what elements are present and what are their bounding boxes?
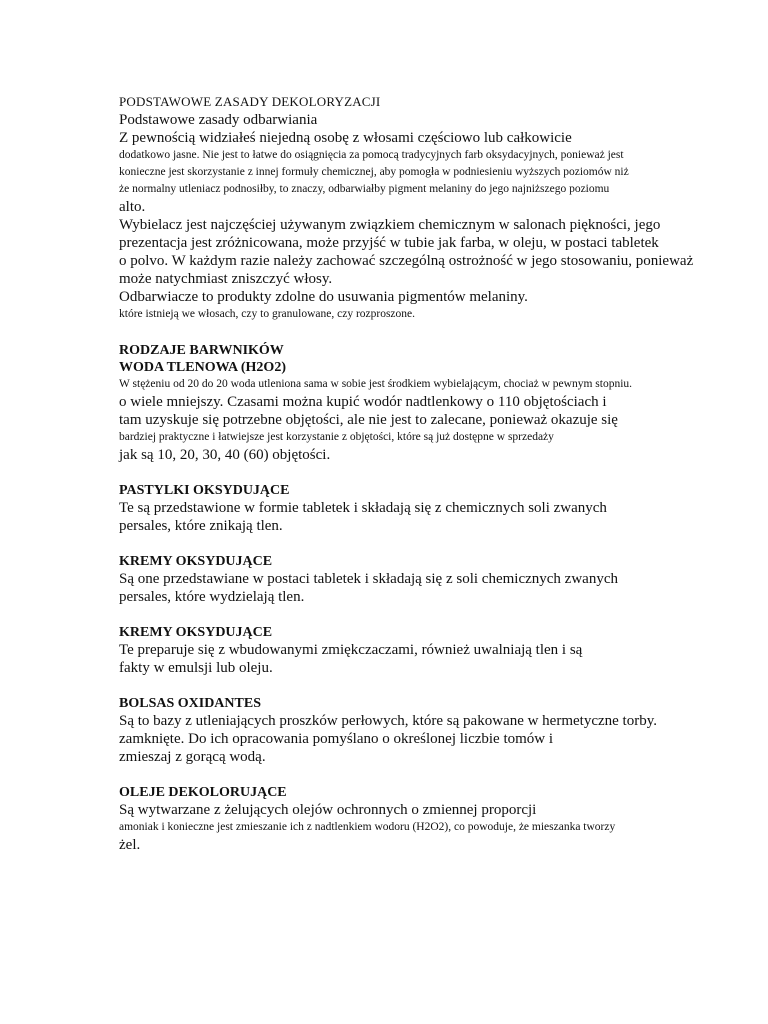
text-line: prezentacja jest zróżnicowana, może przyjść w tubie jak farba, w oleju, w postaci tabletek <box>119 235 659 251</box>
section-heading: PASTYLKI OKSYDUJĄCE <box>119 483 290 498</box>
text-line: Z pewnością widziałeś niejedną osobę z włosami częściowo lub całkowicie <box>119 130 572 146</box>
section-subheading: WODA TLENOWA (H2O2) <box>119 360 286 375</box>
text-line: persales, które wydzielają tlen. <box>119 589 305 605</box>
section-creams-1 <box>119 553 734 606</box>
section-tablets <box>119 482 734 535</box>
text-line: bardziej praktyczne i łatwiejsze jest korzystanie z objętości, które są już dostępne w sprzedaży <box>119 431 554 443</box>
document-subtitle: Podstawowe zasady odbarwiania <box>119 112 318 128</box>
text-line: Te są przedstawione w formie tabletek i składają się z chemicznych soli zwanych <box>119 500 607 516</box>
text-line: alto. <box>119 199 146 215</box>
text-line: Są wytwarzane z żelujących olejów ochronnych o zmiennej proporcji <box>119 802 537 818</box>
text-line: Odbarwiacze to produkty zdolne do usuwania pigmentów melaniny. <box>119 289 528 305</box>
text-line: dodatkowo jasne. Nie jest to łatwe do osiągnięcia za pomocą tradycyjnych farb oksydacyjnych, ponieważ jest <box>119 149 624 161</box>
section-oils <box>119 784 734 854</box>
text-line: fakty w emulsji lub oleju. <box>119 660 273 676</box>
text-line: jak są 10, 20, 30, 40 (60) objętości. <box>119 447 331 463</box>
text-line: zamknięte. Do ich opracowania pomyślano o określonej liczbie tomów i <box>119 731 554 747</box>
text-line: persales, które znikają tlen. <box>119 518 283 534</box>
section-heading: KREMY OKSYDUJĄCE <box>119 625 273 640</box>
text-line: amoniak i konieczne jest zmieszanie ich z nadtlenkiem wodoru (H2O2), co powoduje, że mieszanka tworzy <box>119 821 616 833</box>
section-types <box>119 342 734 464</box>
text-line: o wiele mniejszy. Czasami można kupić wodór nadtlenkowy o 110 objętościach i <box>119 394 607 410</box>
text-line: tam uzyskuje się potrzebne objętości, ale nie jest to zalecane, ponieważ okazuje się <box>119 412 618 428</box>
text-line: o polvo. W każdym razie należy zachować szczególną ostrożność w jego stosowaniu, ponieważ <box>119 253 694 269</box>
section-heading: OLEJE DEKOLORUJĄCE <box>119 785 287 800</box>
text-line: Są one przedstawiane w postaci tabletek i składają się z soli chemicznych zwanych <box>119 571 618 587</box>
section-bolsas <box>119 695 734 766</box>
text-line: zmieszaj z gorącą wodą. <box>119 749 266 765</box>
text-line: Wybielacz jest najczęściej używanym związkiem chemicznym w salonach piękności, jego <box>119 217 661 233</box>
document-page <box>119 93 734 854</box>
text-line: konieczne jest skorzystanie z innej formuły chemicznej, aby pomogła w podniesieniu wyższych poziomów niż <box>119 166 629 178</box>
section-heading: BOLSAS OXIDANTES <box>119 696 261 711</box>
section-heading: RODZAJE BARWNIKÓW <box>119 343 284 358</box>
document-title: PODSTAWOWE ZASADY DEKOLORYZACJI <box>119 94 381 109</box>
text-line: Są to bazy z utleniających proszków perłowych, które są pakowane w hermetyczne torby. <box>119 713 657 729</box>
text-line: które istnieją we włosach, czy to granulowane, czy rozproszone. <box>119 308 416 320</box>
section-creams-2 <box>119 624 734 677</box>
text-line: żel. <box>119 837 141 853</box>
text-line: Te preparuje się z wbudowanymi zmiękczaczami, również uwalniają tlen i są <box>119 642 583 658</box>
text-line: W stężeniu od 20 do 20 woda utleniona sama w sobie jest środkiem wybielającym, chociaż w pewnym stopniu. <box>119 378 633 390</box>
text-line: może natychmiast zniszczyć włosy. <box>119 271 333 287</box>
section-heading: KREMY OKSYDUJĄCE <box>119 554 273 569</box>
text-line: że normalny utleniacz podnosiłby, to znaczy, odbarwiałby pigment melaniny do jego najniższego poziomu <box>119 183 610 195</box>
intro-paragraph <box>119 129 734 323</box>
